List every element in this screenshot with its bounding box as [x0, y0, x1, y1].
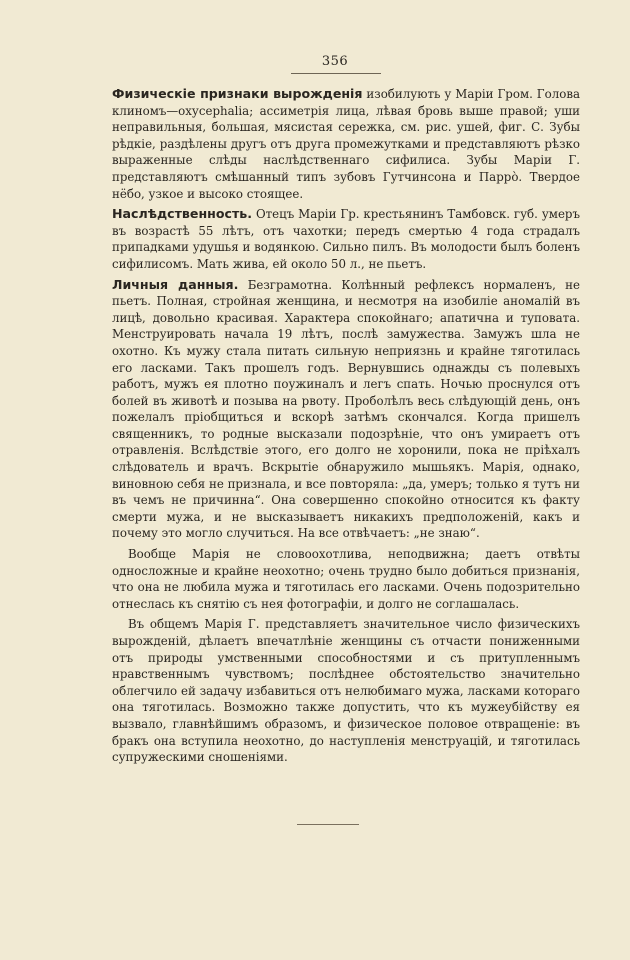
section-heading: Физическіе признаки вырожденія: [112, 86, 363, 101]
body-paragraph: Въ общемъ Марія Г. представляетъ значительное число физическихъ вырожденій, дѣлаетъ впечатлѣніе женщины съ отчасти пониженными отъ природы умственными способностями и съ притупленнымъ нравственнымъ чувствомъ; послѣднее обстоятельство значительно облегчило ей задачу избавиться отъ нелюбимаго мужа, ласками котораго она тяготилась. Возможно также допустить, что къ мужеубійству ея вызвало, главнѣйшимъ образомъ, и физическое половое отвращеніе: въ бракъ она вступила неохотно, до наступленія менструацій, и тяготилась супружескими сношеніями.: [112, 617, 580, 765]
section-heredity: [112, 206, 580, 272]
section-heading: Личныя данныя.: [112, 276, 239, 292]
section-text: изобилують у Маріи Гром. Голова клиномъ—охусерhаlіа; ассиметрія лица, лѣвая бровь выше правой; уши неправильныя, большая, мясистая сережка, см. рис. ушей, фиг. С. Зубы рѣдкіе, раздѣлены другъ отъ друга промежутками и представляютъ рѣзко выраженные слѣды наслѣдственнаго сифилиса. Зубы Маріи Г. представляютъ смѣшанный типъ зубовъ Гутчинсона и Парро̀. Твердое нёбо, узкое и высоко стоящее.: [112, 87, 580, 201]
section-text: Отецъ Маріи Гр. крестьянинъ Тамбовск. губ. умеръ въ возрастѣ 55 лѣтъ, отъ чахотки; передъ смертью 4 года страдалъ припадками удушья и водянкою. Сильно пилъ. Въ молодости былъ боленъ сифилисомъ. Мать жива, ей около 50 л., не пьетъ.: [112, 207, 580, 271]
section-text: Безграмотна. Колѣнный рефлексъ нормаленъ, не пьетъ. Полная, стройная женщина, и несмотря на изобиліе аномалій въ лицѣ, довольно красивая. Характера спокойнаго; апатична и туповата. Менструировать начала 19 лѣтъ, послѣ замужества. Замужъ шла не охотно. Къ мужу стала питать сильную неприязнь и крайне тяготилась его ласками. Такъ прошелъ годъ. Вернувшись однажды съ полевыхъ работъ, мужъ ея плотно поужиналъ и легъ спать. Ночью проснулся отъ болей въ животѣ и позыва на рвоту. Проболѣлъ весь слѣдующій день, онъ пожелалъ пріобщиться и вскорѣ затѣмъ скончался. Когда пришелъ священникъ, то родные высказали подозрѣніе, что онъ умираетъ отъ отравленія. Вслѣдствіе этого, его долго не хоронили, пока не пріѣхалъ слѣдователь и врачъ. Вскрытіе обнаружило мышьякъ. Марія, однако, виновною себя не признала, и все повторяла: „да, умеръ; только я тутъ ни въ чемъ не причинна“. Она совершенно спокойно относится къ факту смерти мужа, и не высказываетъ никакихъ предположеній, какъ и почему это могло случиться. На все отвѣчаетъ: „не знаю“.: [112, 277, 581, 541]
header-rule: [291, 73, 381, 74]
section-personal-data: [112, 277, 580, 543]
section-physical-signs: [112, 86, 580, 202]
section-heading: Наслѣдственность.: [112, 206, 253, 222]
end-rule: [297, 824, 359, 825]
body-paragraph: Вообще Марія не словоохотлива, неподвижна; даетъ отвѣты односложные и крайне неохотно; очень трудно было добиться признанія, что она не любила мужа и тяготилась его ласками. Очень подозрительно отнеслась къ снятію съ нея фотографіи, и долго не соглашалась.: [112, 547, 580, 611]
page-number: 356: [321, 54, 349, 69]
